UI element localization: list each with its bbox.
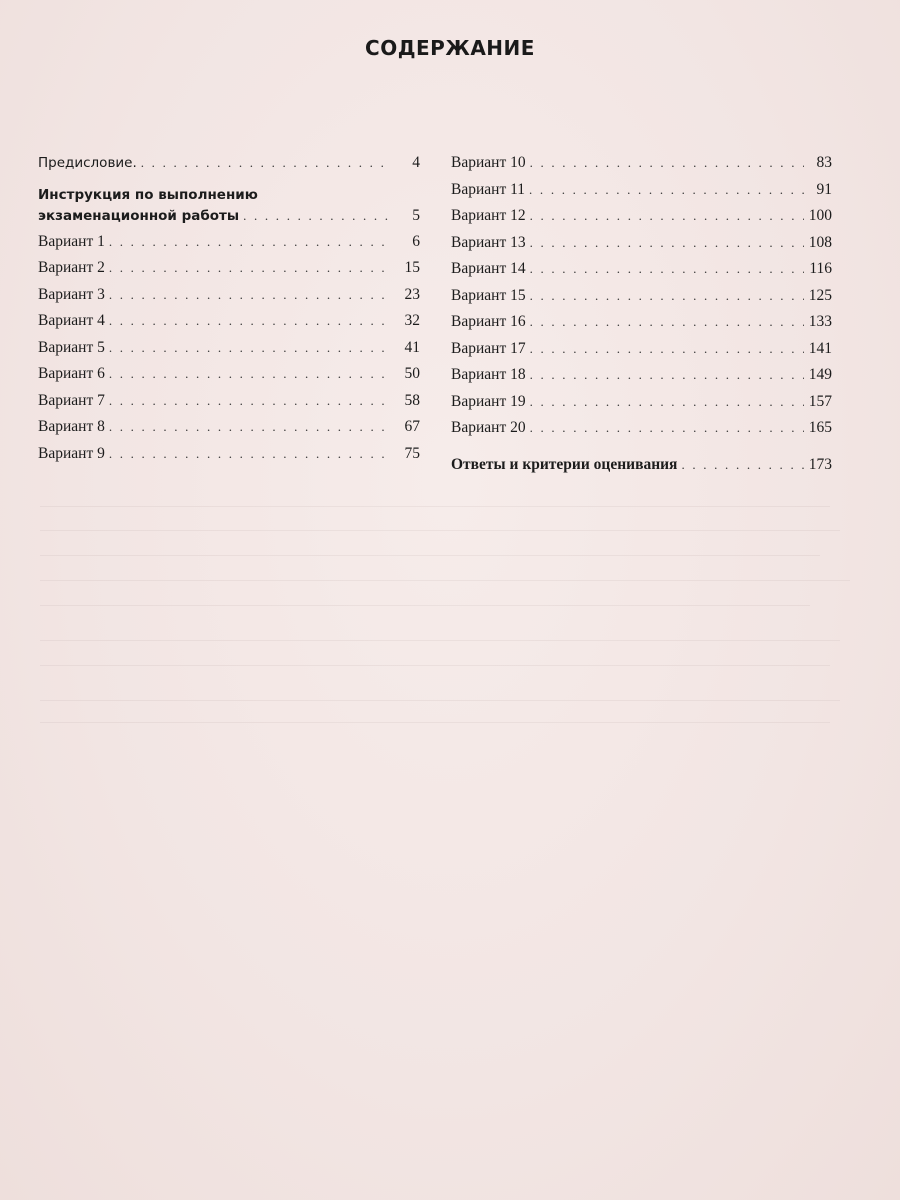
toc-entry-label: Вариант 5 [38,338,105,356]
toc-page-number: 5 [412,206,420,224]
toc-page-number: 91 [816,180,832,198]
toc-leader-dots [530,256,804,283]
toc-left-column [38,150,420,467]
toc-entry-preface[interactable] [38,150,420,177]
toc-entry-label: Вариант 7 [38,391,105,409]
toc-page-number: 58 [404,391,420,409]
toc-leader-dots [530,203,804,230]
toc-entry-label: Вариант 11 [451,180,526,198]
toc-entry-variant[interactable] [38,308,420,335]
toc-entry-label: Вариант 1 [38,232,105,250]
toc-entry-label: Вариант 6 [38,365,105,382]
toc-entry-label: Вариант 18 [451,366,526,383]
toc-page-number: 41 [404,338,420,356]
toc-entry-label: Вариант 8 [38,418,105,435]
toc-leader-dots [141,150,392,177]
toc-page-number: 15 [404,259,420,276]
toc-entry-variant[interactable] [38,388,420,415]
toc-entry-variant[interactable] [451,150,832,177]
toc-page-number: 173 [808,455,832,473]
toc-entry-variant[interactable] [451,203,832,230]
toc-entry-answers[interactable] [451,452,832,479]
toc-page-number: 32 [404,312,420,329]
bleed-through-line [40,506,830,507]
toc-leader-dots [530,230,804,257]
toc-leader-dots [109,441,392,468]
toc-leader-dots [530,362,804,389]
toc-leader-dots [530,336,804,363]
toc-entry-label-line1: Инструкция по выполнению [38,186,258,203]
toc-page-number: 100 [808,207,832,224]
toc-leader-dots [109,388,392,415]
toc-right-column [451,150,832,478]
toc-entry-variant[interactable] [451,177,832,204]
toc-entry-label: Вариант 14 [451,260,526,277]
toc-entry-variant[interactable] [451,283,832,310]
toc-entry-label-line2: экзаменационной работы [38,207,240,224]
toc-entry-label: Вариант 15 [451,286,526,304]
toc-entry-variant[interactable] [451,256,832,283]
toc-leader-dots [681,452,804,479]
bleed-through-line [40,555,820,556]
toc-page-number: 75 [404,444,420,462]
toc-entry-variant[interactable] [38,229,420,256]
toc-leader-dots [530,415,804,442]
toc-leader-dots [109,335,392,362]
toc-page-number: 83 [816,154,832,171]
toc-entry-label: Вариант 10 [451,154,526,171]
toc-entry-variant[interactable] [451,362,832,389]
bleed-through-line [40,605,810,606]
toc-page-number: 116 [809,260,832,277]
toc-entry-label: Вариант 13 [451,233,526,251]
toc-entry-variant[interactable] [451,309,832,336]
toc-page-number: 165 [808,419,832,436]
toc-entry-variant[interactable] [451,415,832,442]
toc-leader-dots [109,229,392,256]
toc-page-number: 157 [808,392,832,410]
bleed-through-line [40,640,840,641]
toc-entry-label: Вариант 17 [451,339,526,357]
toc-entry-variant[interactable] [38,335,420,362]
toc-page-number: 67 [404,418,420,435]
toc-page-number: 141 [808,339,832,357]
toc-leader-dots [109,414,392,441]
toc-leader-dots [109,308,392,335]
toc-entry-label: Вариант 16 [451,313,526,330]
toc-page-number: 6 [412,232,420,250]
toc-page-number: 149 [808,366,832,383]
toc-entry-variant[interactable] [38,414,420,441]
toc-page-number: 108 [808,233,832,251]
toc-entry-variant[interactable] [451,389,832,416]
toc-leader-dots [109,282,392,309]
toc-entry-variant[interactable] [38,282,420,309]
toc-entry-variant[interactable] [38,255,420,282]
bleed-through-line [40,580,850,581]
toc-entry-label: Вариант 12 [451,207,526,224]
toc-page-number: 23 [404,285,420,303]
toc-leader-dots [530,389,804,416]
toc-page-number: 125 [808,286,832,304]
toc-entry-variant[interactable] [38,361,420,388]
toc-entry-label: Вариант 20 [451,419,526,436]
toc-leader-dots [243,205,392,227]
toc-page-number: 50 [404,365,420,382]
bleed-through-line [40,722,830,723]
toc-entry-variant[interactable] [38,441,420,468]
toc-entry-label: Вариант 4 [38,312,105,329]
toc-page-number: 133 [808,313,832,330]
toc-leader-dots [530,150,804,177]
toc-entry-label: Ответы и критерии оценивания [451,455,678,473]
bleed-through-line [40,665,830,666]
toc-leader-dots [530,283,804,310]
toc-entry-label: Вариант 19 [451,392,526,410]
toc-entry-variant[interactable] [451,336,832,363]
toc-leader-dots [529,177,804,204]
toc-entry-label: Вариант 2 [38,259,105,276]
bleed-through-line [40,530,840,531]
toc-entry-variant[interactable] [451,230,832,257]
toc-entry-instruction[interactable] [38,185,420,227]
bleed-through-line [40,700,840,701]
toc-page-number: 4 [412,154,420,171]
toc-entry-label: Предисловие. [38,155,137,171]
toc-entry-label: Вариант 9 [38,444,105,462]
toc-leader-dots [109,255,392,282]
toc-leader-dots [109,361,392,388]
toc-entry-label: Вариант 3 [38,285,105,303]
toc-leader-dots [530,309,804,336]
page-title: СОДЕРЖАНИЕ [365,36,535,60]
